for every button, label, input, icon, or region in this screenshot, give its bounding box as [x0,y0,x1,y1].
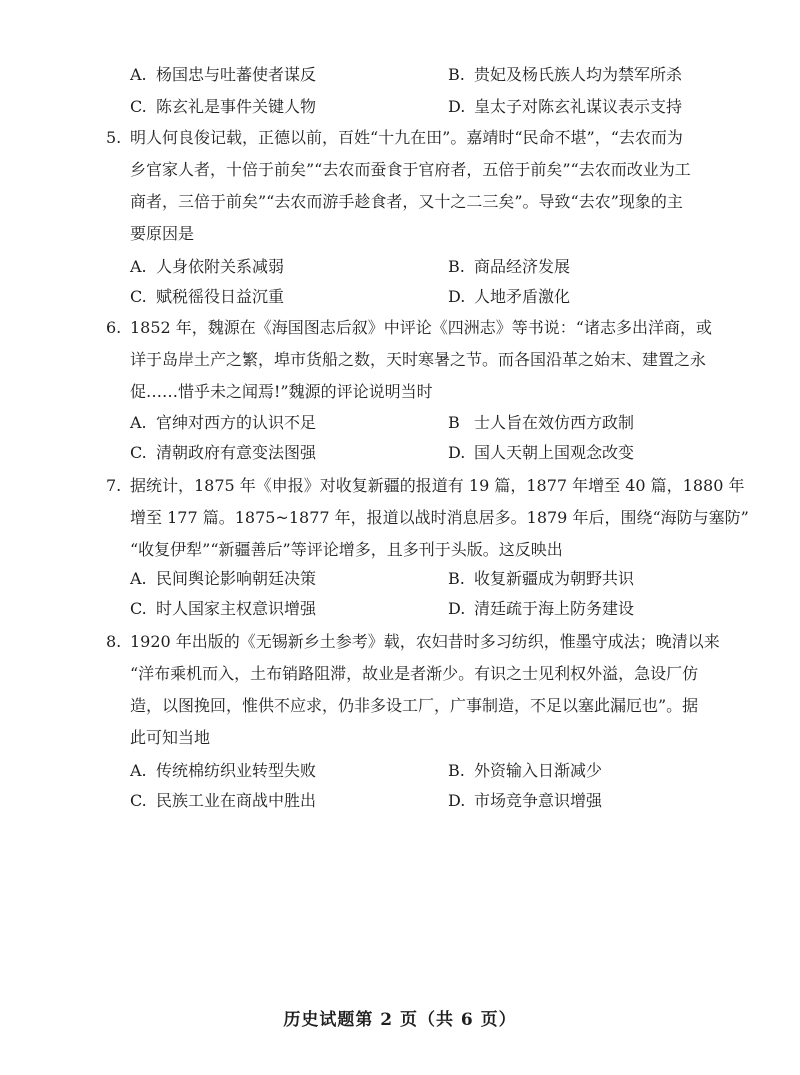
q6-options-row-1 [130,408,770,438]
q4-options-row-2 [130,92,770,122]
q6-option-a: A. 官绅对西方的认识不足 [130,413,317,432]
q7-stem-line-2: 增至 177 篇。1875~1877 年，报道以战时消息居多。1879 年后，围绕“海防与塞防” [130,508,749,527]
page-footer: 历史试题第 2 页（共 6 页） [283,1010,517,1030]
q8-option-b: B. 外资输入日渐减少 [448,761,603,780]
q5-option-b: B. 商品经济发展 [448,257,571,276]
q8-options-row-2 [130,786,770,816]
q7-stem-line-3: “收复伊犁”“新疆善后”等评论增多，且多刊于头版。这反映出 [130,540,563,559]
q6-stem-line-1: 6. 1852 年，魏源在《海国图志后叙》中评论《四洲志》等书说：“诸志多出洋商，或 [106,312,712,344]
q6-option-c: C. 清朝政府有意变法图强 [130,443,317,462]
q4-option-c: C. 陈玄礼是事件关键人物 [130,97,317,116]
q8-number: 8. [106,632,122,651]
q5-option-d: D. 人地矛盾激化 [448,287,571,306]
q4-option-d: D. 皇太子对陈玄礼谋议表示支持 [448,97,683,116]
q6-option-b: B 士人旨在效仿西方政制 [448,413,635,432]
q5-stem-line-2: 乡官家人者，十倍于前矣”“去农而蚕食于官府者，五倍于前矣”“去农而改业为工 [130,160,691,179]
q5-stem-line-1: 5. 明人何良俊记载，正德以前，百姓“十九在田”。嘉靖时“民命不堪”，“去农而为 [106,122,683,154]
q6-option-d: D. 国人天朝上国观念改变 [448,443,635,462]
q8-option-d: D. 市场竞争意识增强 [448,791,603,810]
q7-options-row-1 [130,564,770,594]
q8-option-c: C. 民族工业在商战中胜出 [130,791,317,810]
q7-stem-line-1: 7. 据统计，1875 年《申报》对收复新疆的报道有 19 篇，1877 年增至 40 篇，1880 年 [106,470,744,502]
q8-option-a: A. 传统棉纺织业转型失败 [130,761,317,780]
q5-options-row-2 [130,282,770,312]
q8-stem-line-4: 此可知当地 [130,728,211,747]
q4-option-b: B. 贵妃及杨氏族人均为禁军所杀 [448,65,683,84]
q8-stem-line-1: 8. 1920 年出版的《无锡新乡土参考》载，农妇昔时多习纺织，惟墨守成法；晚清以来 [106,626,720,658]
q4-options-row-1 [130,60,770,90]
q8-stem-line-2: “洋布乘机而入，土布销路阻滞，故业是者渐少。有识之士见利权外溢，急设厂仿 [130,664,699,683]
q7-option-d: D. 清廷疏于海上防务建设 [448,599,635,618]
q6-stem-line-3: 促……惜乎未之闻焉!”魏源的评论说明当时 [130,382,433,401]
q7-option-b: B. 收复新疆成为朝野共识 [448,569,635,588]
q7-options-row-2 [130,594,770,624]
q6-options-row-2 [130,438,770,468]
q8-options-row-1 [130,756,770,786]
q6-stem-line-2: 详于岛岸土产之繁，埠市货船之数，天时寒暑之节。而各国沿革之始末、建置之永 [130,350,707,369]
q7-option-c: C. 时人国家主权意识增强 [130,599,317,618]
q6-number: 6. [106,318,122,337]
q5-options-row-1 [130,252,770,282]
q5-stem-line-4: 要原因是 [130,224,195,243]
q4-option-a: A. 杨国忠与吐蕃使者谋反 [130,65,317,84]
q7-number: 7. [106,476,122,495]
q5-stem-line-3: 商者，三倍于前矣”“去农而游手趁食者，又十之二三矣”。导致“去农”现象的主 [130,192,683,211]
q8-stem-line-3: 造，以图挽回，惟供不应求，仍非多设工厂，广事制造，不足以塞此漏厄也”。据 [130,696,699,715]
q5-option-c: C. 赋税徭役日益沉重 [130,287,285,306]
q5-number: 5. [106,128,122,147]
q7-option-a: A. 民间舆论影响朝廷决策 [130,569,317,588]
q5-option-a: A. 人身依附关系减弱 [130,257,285,276]
